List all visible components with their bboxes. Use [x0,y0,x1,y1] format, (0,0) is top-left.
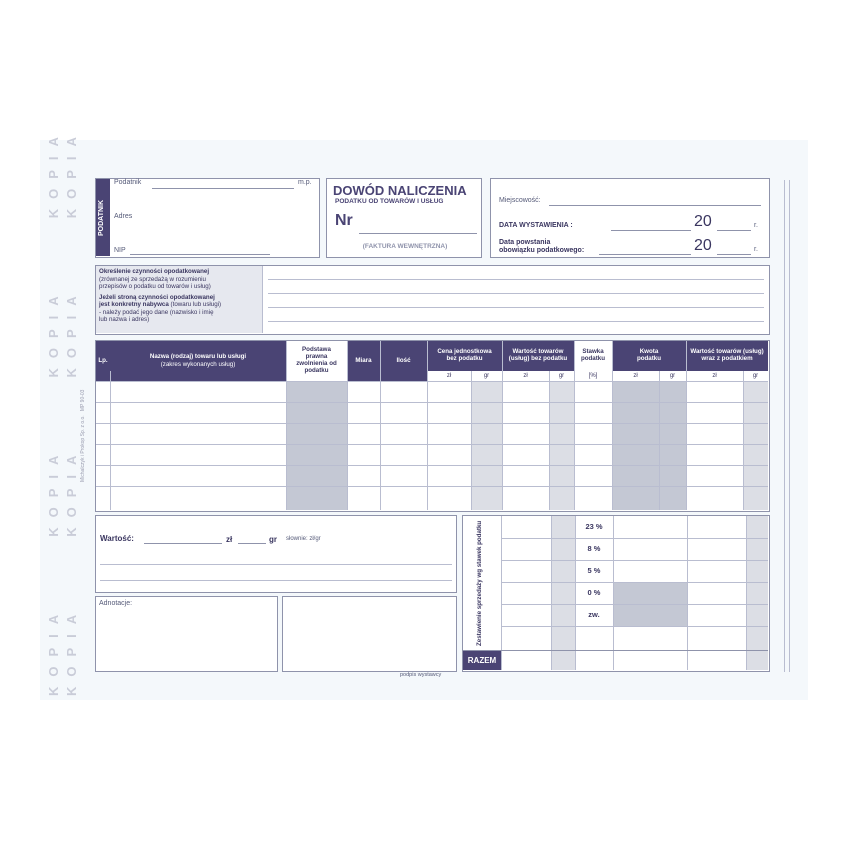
total-label: RAZEM [467,655,497,665]
gross-gr-shade [743,381,768,510]
bd-vline-5 [687,516,688,670]
vline-price-gr [471,371,472,510]
right-edge-line-1 [784,180,785,672]
breakdown-label: Zestawienie sprzedaży wg stawek podatku [476,520,483,646]
issue-year-suffix: r. [754,222,758,229]
table-header [96,341,768,381]
sub-tax-zl: zł [612,371,659,381]
activity-line-1: Określenie czynności opodatkowanej [99,268,210,275]
vline-price [502,341,503,510]
vline-unit [380,341,381,510]
sub-net-gr: gr [549,371,574,381]
bd-vline-2 [551,516,552,670]
obligation-label-1: Data powstania [499,239,551,246]
invoice-form [40,127,808,700]
sub-price-zl: zł [427,371,471,381]
breakdown-row[interactable] [501,538,768,539]
col-unit: Miara [355,356,372,364]
vline-net-gr [549,371,550,510]
table-row[interactable] [96,486,768,487]
value-words-field-2[interactable] [100,580,452,581]
activity-line-2: (zrównanej ze sprzedażą w rozumieniu [99,275,206,283]
bd-vline-4 [613,516,614,670]
issue-year-prefix: 20 [694,213,712,230]
sub-gross-zl: zł [686,371,743,381]
vline-rate [612,341,613,510]
bd-vline-6 [746,516,747,670]
rate-cells [575,516,613,670]
publisher-print: Michalczyk i Prokop Sp. z o.o. MP 90-03 [80,389,86,483]
rate-8: 8 % [587,544,601,553]
sub-net-zl: zł [502,371,549,381]
activity-line-4: Jeżeli stroną czynności opodatkowanej [99,293,215,301]
taxpayer-box [95,178,320,258]
copy-watermark-1: KOPIA KOPIA KOPIA KOPIA [46,127,61,696]
col-value-net: Wartość towarów (usług) bez podatku [508,348,568,362]
sub-rate-pct: [%] [574,371,612,381]
col-price: Cena jednostkowa bez podatku [437,348,492,362]
sub-price-gr: gr [471,371,502,381]
copy-watermark-2: KOPIA KOPIA KOPIA KOPIA [64,127,79,696]
value-gr-label: gr [269,535,277,544]
taxpayer-badge [96,179,110,256]
breakdown-row[interactable] [501,626,768,627]
taxpayer-nip-label: NIP [114,247,126,254]
sub-gross-gr: gr [743,371,768,381]
breakdown-row[interactable] [501,582,768,583]
doc-subtitle: PODATKU OD TOWARÓW I USŁUG [335,198,444,205]
bd-vline-1 [501,516,502,670]
activity-field-2[interactable] [268,293,764,294]
activity-line-6: - należy podać jego dane (nazwisko i imię [99,308,214,316]
activity-line-7: lub nazwa i adres) [99,316,150,323]
signature-label: podpis wystawcy [400,672,442,678]
obligation-year-suffix: r. [754,246,758,253]
value-zl-label: zł [226,535,233,544]
total-cell [463,650,501,670]
activity-field-1[interactable] [268,279,764,280]
taxpayer-name-label: Podatnik [114,179,142,186]
signature-box[interactable] [282,596,457,672]
right-edge-line-2 [789,180,790,672]
table-row[interactable] [96,444,768,445]
taxpayer-address-label: Adres [114,213,133,220]
breakdown-gross-gr-shade [746,516,768,670]
activity-box [95,265,770,335]
col-name-sub: (zakres wykonanych usług) [160,361,236,368]
place-label: Miejscowość: [499,197,541,204]
vline-basis [347,341,348,510]
obligation-year-field[interactable] [717,254,751,255]
nr-label: Nr [335,212,353,229]
place-field[interactable] [549,205,761,206]
breakdown-net-gr-shade [551,516,575,670]
issue-date-label: DATA WYSTAWIENIA : [499,222,573,229]
copy-margin [46,127,92,696]
col-basis: Podstawa prawna zwolnienia od podatku [296,346,337,374]
activity-line-3: przepisów o podatku od towarów i usług) [99,283,211,290]
activity-line-5-bold: jest konkretny nabywca [99,301,169,308]
rates-breakdown [462,515,770,672]
table-row[interactable] [96,381,768,382]
title-box [326,178,482,258]
col-lp: Lp. [98,356,108,364]
rate-0: 0 % [587,588,601,597]
sub-tax-gr: gr [659,371,686,381]
vline-name [286,341,287,510]
col-value-gross: Wartość towarów (usług) wraz z podatkiem [690,348,764,362]
value-box [95,515,457,593]
vline-tax-gr [659,371,660,510]
breakdown-row[interactable] [501,560,768,561]
col-qty: Ilość [396,356,411,364]
vline-qty [427,341,428,510]
issue-year-field[interactable] [717,230,751,231]
items-table [95,340,770,512]
tax-column-shade [612,381,686,510]
notes-label: Adnotacje: [99,600,133,607]
value-label: Wartość: [100,534,134,543]
notes-box[interactable] [95,596,278,672]
basis-column-shade [286,381,347,510]
activity-label-panel [96,266,262,333]
table-row[interactable] [96,423,768,424]
rate-zw: zw. [588,610,600,619]
value-words-field-1[interactable] [100,564,452,565]
price-gr-shade [471,381,502,510]
rate-5: 5 % [587,566,601,575]
bd-vline-3 [575,516,576,670]
table-row[interactable] [96,465,768,466]
vline-gross-gr [743,371,744,510]
obligation-year-prefix: 20 [694,237,712,254]
net-gr-shade [549,381,574,510]
taxpayer-badge-text: PODATNIK [98,199,105,236]
dates-box [490,178,770,258]
obligation-label-2: obowiązku podatkowego: [499,247,585,254]
vline-tax [686,341,687,510]
value-zl-field[interactable] [144,543,222,544]
issue-date-field[interactable] [611,230,691,231]
vline-net [574,341,575,510]
activity-line-5-rest: (towaru lub usługi) [170,301,222,308]
nr-field[interactable] [359,233,477,234]
col-name [110,341,286,381]
taxpayer-mp-label: m.p. [298,179,312,186]
doc-note: (FAKTURA WEWNĘTRZNA) [362,243,448,250]
taxpayer-nip-field[interactable] [130,254,270,255]
taxpayer-name-field[interactable] [152,188,294,189]
activity-field-3[interactable] [268,307,764,308]
activity-line-5 [99,301,259,309]
col-tax: Kwota podatku [636,348,662,362]
table-row[interactable] [96,402,768,403]
vline-lp [110,371,111,510]
breakdown-row[interactable] [501,604,768,605]
activity-field-4[interactable] [268,321,764,322]
activity-divider [262,266,263,333]
breakdown-total-row[interactable] [463,650,768,651]
value-gr-field[interactable] [238,543,266,544]
doc-title: DOWÓD NALICZENIA [333,183,467,198]
obligation-date-field[interactable] [599,254,691,255]
rate-23: 23 % [585,522,603,531]
value-words-label: słownie: zł/gr [286,536,321,542]
col-name-main: Nazwa (rodzaj) towaru lub usługi [149,352,247,360]
col-rate: Stawka podatku [580,348,606,362]
